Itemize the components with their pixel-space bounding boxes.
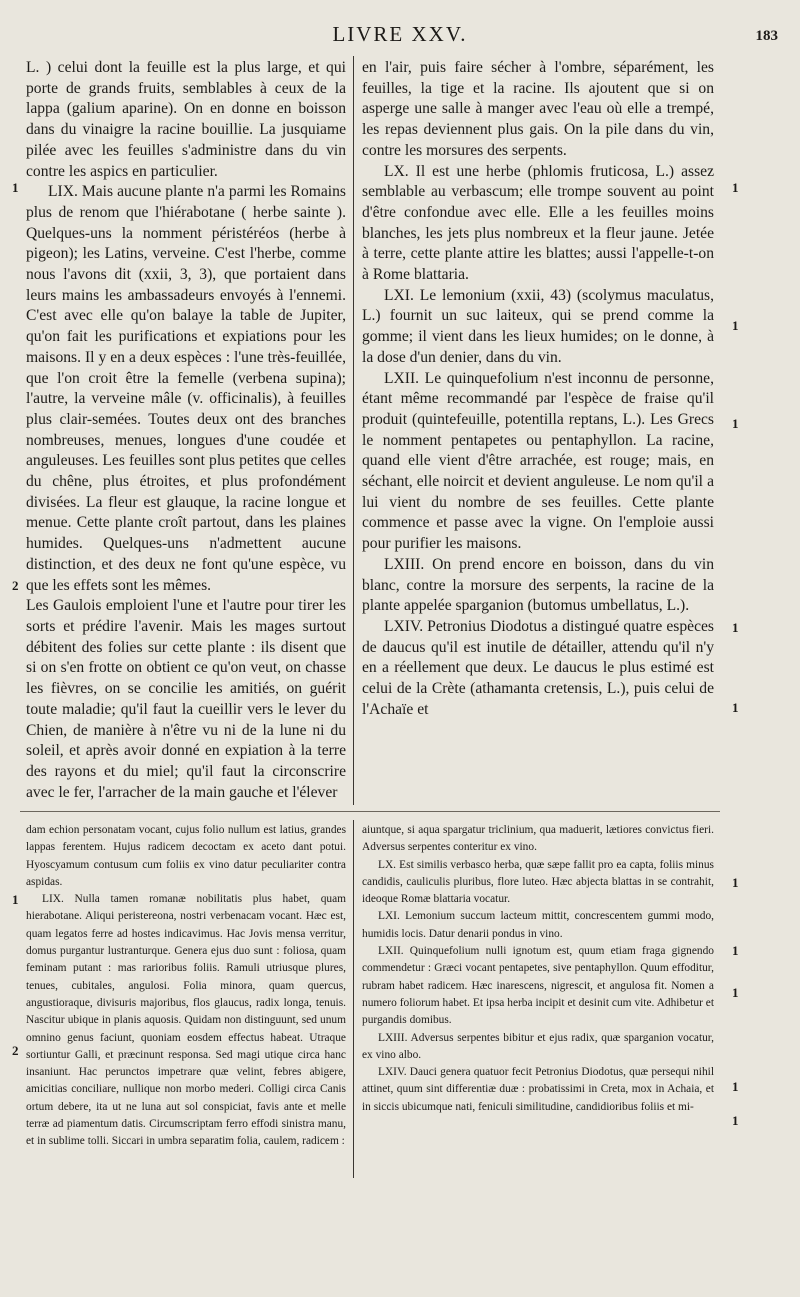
margin-number: 1 <box>732 416 739 431</box>
paragraph: en l'air, puis faire sécher à l'ombre, séparément, les feuilles, la tige et la racine. Ils ajoutent que si on asperge une salle à manger avec l'eau où elle a trempé, les repas deviennent plus gais. On la pile dans du vin, contre les morsures des serpents. <box>362 59 714 159</box>
margin-number: 1 <box>732 1113 739 1128</box>
margin-number: 1 <box>12 180 19 195</box>
paragraph-lx: LX. Il est une herbe (phlomis fruticosa, L.) assez semblable au verbascum; elle trompe souvent au point d'être confondue avec elle. Elle a les feuilles moins blanches, les jets plus nombreux et la fleur jaune. Jetée à terre, cette plante attire les blattes; aussi l'appelle-t-on à Rome blattaria. <box>362 162 714 284</box>
column-divider-top <box>353 56 354 805</box>
paragraph: aiuntque, si aqua spargatur triclinium, qua maduerit, lætiores convictus fieri. Adversus serpentes conteritur ex vino. <box>362 824 714 854</box>
paragraph-lxiii: LXIII. On prend encore en boisson, dans du vin blanc, contre la morsure des serpents, la racine de la plante appelée sparganion (butomus umbellatus, L.). <box>362 555 714 615</box>
margin-number: 1 <box>732 180 739 195</box>
margin-number: 1 <box>732 943 739 958</box>
margin-number: 1 <box>732 318 739 333</box>
paragraph-lix: LIX. Mais aucune plante n'a parmi les Romains plus de renom que l'hiérabotane ( herbe sainte ). Quelques-uns la nomment péristéréos (herbe à pigeon); les Latins, verveine. C'est l'herbe, comme nous l'avons dit (xxii, 3, 3), que portaient dans leurs mains les ambassadeurs envoyés à l'ennemi. C'est avec elle qu'on balaye la table de Jupiter, qu'on fait les purifications et expiations pour les maisons. Il y en a deux espèces : l'une très-feuillée, que l'on croit être la femelle (verbena supina); l'autre, la verveine mâle (v. officinalis), à feuilles plus clair-semées. Toutes deux ont des branches nombreuses, menues, longues d'une coudée et anguleuses. Les feuilles sont plus petites que celles du chêne, plus étroites, et plus profondément divisées. La fleur est glauque, la racine longue et menue. Cette plante croît partout, dans les plaines humides. Quelques-uns n'admettent aucune distinction, et des deux ne font qu'une espèce, vu que les effets sont les mêmes. <box>26 183 346 594</box>
margin-number: 1 <box>732 700 739 715</box>
paragraph-lx-latin: LX. Est similis verbasco herba, quæ sæpe fallit pro ea capta, foliis minus candidis, cauliculis pluribus, flore luteo. Hæc abjecta blattas in se contrahit, ideoque Romæ blattaria vocatur. <box>362 858 714 906</box>
column-divider-bottom <box>353 820 354 1178</box>
running-title: LIVRE XXV. <box>332 22 468 46</box>
paragraph-lxiv: LXIV. Petronius Diodotus a distingué quatre espèces de daucus qu'il est inutile de détailler, attendu qu'il n'y en a réellement que deux. Le daucus le plus estimé est celui de la Crète (athamanta cretensis, L.), puis celui de l'Achaïe et <box>362 617 714 718</box>
margin-number: 1 <box>732 1079 739 1094</box>
paragraph: Les Gaulois emploient l'une et l'autre pour tirer les sorts et prédire l'avenir. Mais les mages surtout débitent des folies sur cette plante : ils disent que si on s'en frotte on obtient ce qu'on veut, on chasse les fièvres, on se concilie les amitiés, on guérit toute maladie; qu'il faut la cueillir vers le lever du Chien, de manière à n'être vu ni de la lune ni du soleil, et après avoir donné en expiation à la terre des rayons et du miel; qu'il faut la circonscrire avec le fer, l'arracher de la main gauche et l'élever <box>26 597 346 801</box>
latin-text-right-column <box>362 822 714 1116</box>
paragraph-lxii: LXII. Le quinquefolium n'est inconnu de personne, étant même recommandé par l'espèce de fraise qu'il produit (quintefeuille, potentilla reptans, L.). Les Grecs le nomment pentapetes ou pentaphyllon. La racine, quand elle vient d'être arrachée, est rouge; mais, en séchant, elle noircit et devient anguleuse. Le nom qu'il a lui vient du nombre de ses feuilles. Cette plante commence et passe avec la vigne. On l'emploie aussi pour purifier les maisons. <box>362 369 714 553</box>
paragraph-lxii-latin: LXII. Quinquefolium nulli ignotum est, quum etiam fraga gignendo commendetur : Græci vocant pentapetes, sive pentaphyllon. Quum effoditur, rubram habet radicem. Hæc inarescens, nigrescit, et angulosa fit. Nomen a numero foliorum habet. Et ipsa herba incipit et desinit cum vite. Adhibetur et purgandis domibus. <box>362 945 714 1027</box>
margin-number: 1 <box>732 985 739 1000</box>
french-text-right-column <box>362 58 714 721</box>
paragraph-lxiv-latin: LXIV. Dauci genera quatuor fecit Petronius Diodotus, quæ persequi nihil attinet, quum sint differentiæ duæ : probatissimi in Creta, mox in Achaia, et in siccis ubicumque nati, feniculi similitudine, candidioribus foliis et mi- <box>362 1066 714 1113</box>
section-divider <box>20 811 720 812</box>
french-text-left-column <box>26 58 346 803</box>
paragraph: dam echion personatam vocant, cujus folio nullum est latius, grandes lappas ferentem. Hujus radicem decoctam ex aceto dant potui. Hyoscyamum contusum cum foliis ex vino datur peculiariter contra aspidas. <box>26 824 346 888</box>
margin-number: 1 <box>732 620 739 635</box>
margin-number: 2 <box>12 578 19 593</box>
margin-number: 2 <box>12 1043 19 1058</box>
latin-text-left-column <box>26 822 346 1151</box>
page-header <box>0 20 800 50</box>
margin-number: 1 <box>732 875 739 890</box>
paragraph: L. ) celui dont la feuille est la plus large, et qui porte de grands fruits, semblables à ceux de la lappa (galium aparine). On en donne en boisson dans du vinaigre la racine bouillie. La jusquiame pilée avec les feuilles s'administre dans du vin contre les aspics en particulier. <box>26 59 346 180</box>
margin-number: 1 <box>12 892 19 907</box>
page-number: 183 <box>755 28 778 44</box>
paragraph-lxiii-latin: LXIII. Adversus serpentes bibitur et ejus radix, quæ sparganion vocatur, ex vino albo. <box>362 1031 714 1061</box>
paragraph-lxi: LXI. Le lemonium (xxii, 43) (scolymus maculatus, L.) fournit un suc laiteux, qui se prend comme la gomme; il vient dans les lieux humides; on le donne, à la dose d'un denier, dans du vin. <box>362 286 714 366</box>
paragraph-lxi-latin: LXI. Lemonium succum lacteum mittit, concrescentem gummi modo, humidis locis. Datur denarii pondus in vino. <box>362 910 714 940</box>
paragraph-lix-latin: LIX. Nulla tamen romanæ nobilitatis plus habet, quam hierabotane. Aliqui peristereona, nostri verbenacam vocant. Hæc est, quam legatos ferre ad hostes indicavimus. Hac Jovis mensa verritur, domus purgantur lustranturque. Genera ejus duo sunt : foliosa, quam feminam putant : mas rarioribus foliis. Ramuli utriusque plures, tenues, cubitales, angulosi. Folia minora, quam quercus, angustioraque, divisuris majoribus, flos glaucus, radix longa, tenuis. Nascitur ubique in planis aquosis. Quidam non distinguunt, sed unum omnino genus faciunt, quoniam eosdem effectus habeat. Utraque sortiuntur Galli, et præcinunt responsa. Sed magi utique circa hanc insaniunt. Hac perunctos impetrare quæ velint, febres abigere, amicitias conciliare, nullique non morbo mederi. Colligi circa Canis ortum debere, ita ut ne luna aut sol conspiciat, favis ante et melle terræ ad piamentum datis. Circumscriptam ferro effodi sinistra manu, et in sublime tolli. Siccari in umbra separatim folia, caulem, radicem : <box>26 893 346 1148</box>
